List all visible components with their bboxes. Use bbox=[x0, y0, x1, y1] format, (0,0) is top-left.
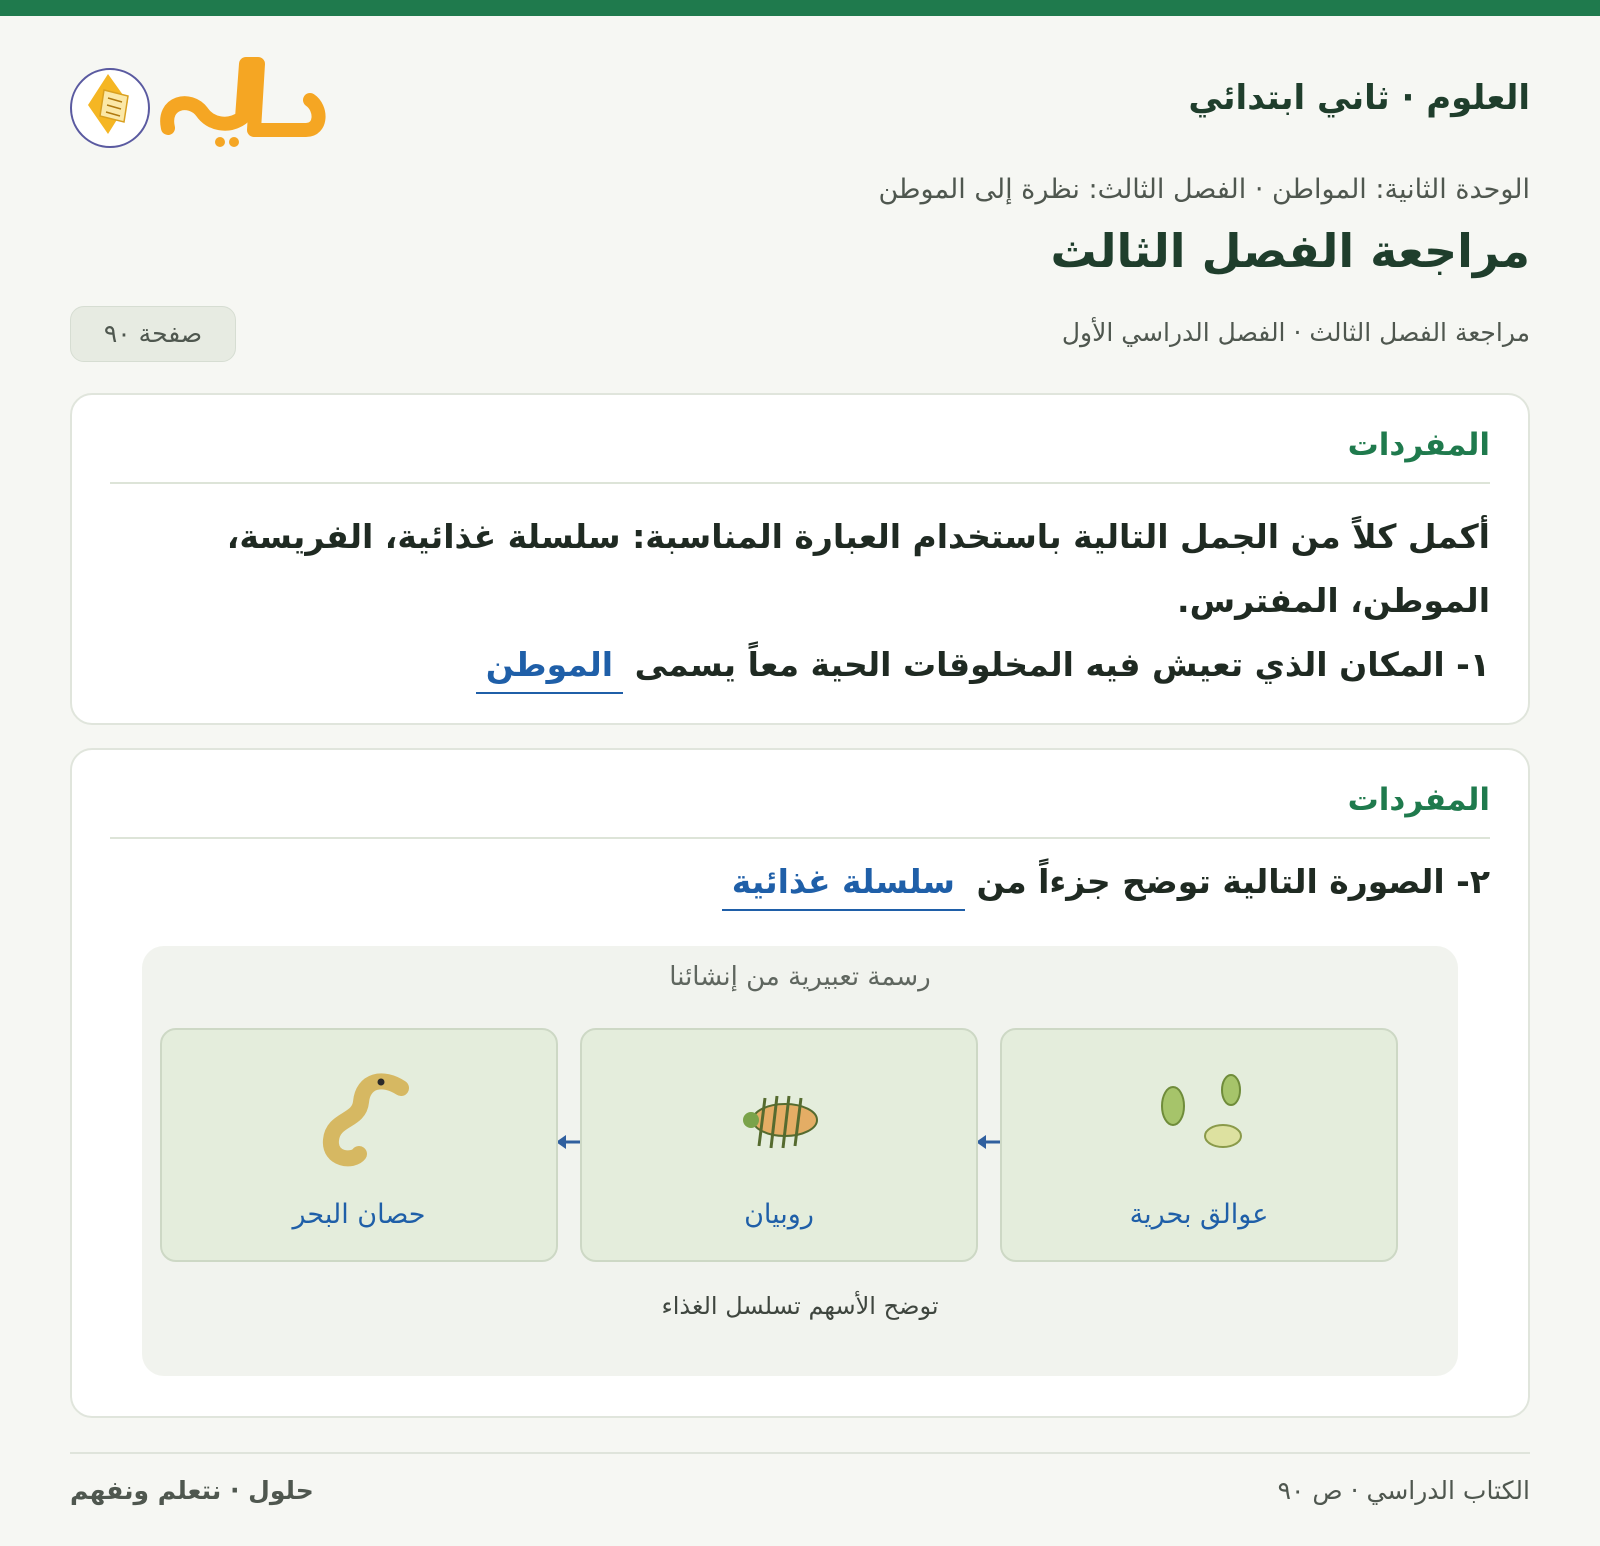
food-chain-node-seahorse bbox=[160, 1028, 558, 1262]
instruction-text: أكمل كلاً من الجمل التالية باستخدام العبارة المناسبة: سلسلة غذائية، الفريسة، الموطن، المفترس. bbox=[226, 517, 1490, 620]
seahorse-icon bbox=[311, 1070, 411, 1170]
card-title: المفردات bbox=[1347, 427, 1490, 463]
breadcrumb: الوحدة الثانية: المواطن · الفصل الثالث: نظرة إلى الموطن bbox=[878, 174, 1530, 205]
vocabulary-card-2 bbox=[70, 748, 1530, 1418]
divider bbox=[110, 837, 1490, 839]
node-label: عوالق بحرية bbox=[1129, 1199, 1269, 1230]
footer-brand: حلول · نتعلم ونفهم bbox=[70, 1476, 314, 1505]
food-chain-node-shrimp bbox=[580, 1028, 978, 1262]
food-chain-figure bbox=[142, 946, 1458, 1376]
figure-caption-bottom: توضح الأسهم تسلسل الغذاء bbox=[661, 1292, 939, 1320]
answer-1: الموطن bbox=[476, 638, 623, 694]
node-label: روبيان bbox=[744, 1199, 814, 1230]
vocabulary-card-1 bbox=[70, 393, 1530, 725]
hulul-logo[interactable] bbox=[70, 50, 340, 160]
footer-divider bbox=[70, 1452, 1530, 1454]
chapter-meta: مراجعة الفصل الثالث · الفصل الدراسي الأول bbox=[1061, 318, 1530, 347]
arrow-left-icon bbox=[976, 1134, 1000, 1150]
question-block bbox=[110, 505, 1490, 697]
top-accent-bar bbox=[0, 0, 1600, 16]
question-2 bbox=[722, 852, 1490, 912]
page-number-badge: صفحة ٩٠ bbox=[70, 306, 236, 362]
footer-book-page: الكتاب الدراسي · ص ٩٠ bbox=[1277, 1476, 1530, 1505]
node-label: حصان البحر bbox=[292, 1199, 426, 1230]
question-1-text: ١- المكان الذي تعيش فيه المخلوقات الحية معاً يسمى bbox=[634, 645, 1490, 684]
question-2-text: ٢- الصورة التالية توضح جزءاً من bbox=[976, 862, 1490, 901]
subject-title: العلوم · ثاني ابتدائي bbox=[1188, 78, 1530, 118]
divider bbox=[110, 482, 1490, 484]
food-chain-node-plankton bbox=[1000, 1028, 1398, 1262]
page-title: مراجعة الفصل الثالث bbox=[1050, 224, 1530, 278]
header bbox=[70, 40, 1530, 160]
plankton-icon bbox=[1151, 1070, 1251, 1170]
figure-caption-top: رسمة تعبيرية من إنشائنا bbox=[669, 962, 931, 992]
answer-2: سلسلة غذائية bbox=[722, 855, 965, 911]
card-title: المفردات bbox=[1347, 782, 1490, 818]
question-1 bbox=[110, 633, 1490, 697]
arrow-left-icon bbox=[556, 1134, 580, 1150]
shrimp-icon bbox=[731, 1070, 831, 1170]
